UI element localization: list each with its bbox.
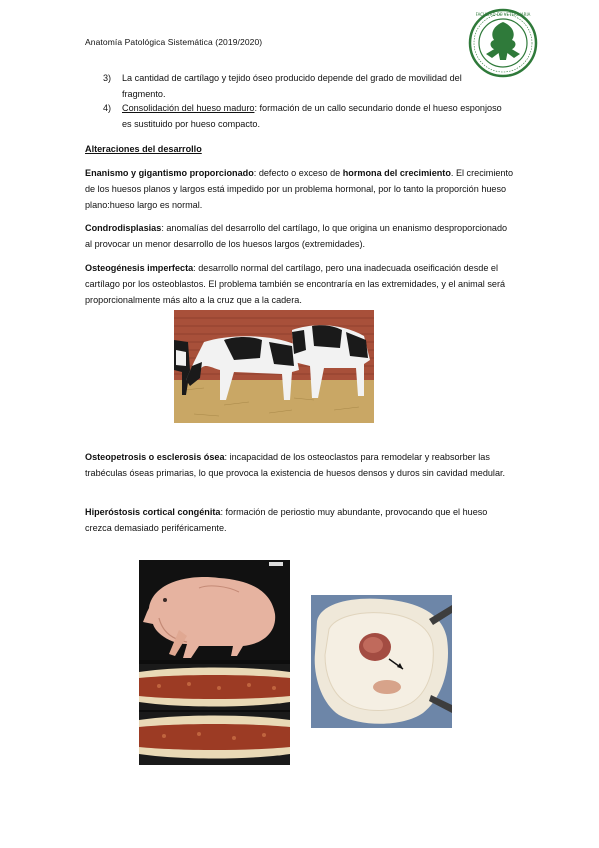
page-header: Anatomía Patológica Sistemática (2019/2020) <box>85 37 263 47</box>
list-number: 4) <box>103 103 112 113</box>
paragraph-hiperostosis: Hiperóstosis cortical congénita: formación de periostio muy abundante, provocando que el hueso crezca demasiado periféricamente. <box>85 507 488 533</box>
paragraph-osteopetrosis: Osteopetrosis o esclerosis ósea: incapacidad de los osteoclastos para remodelar y reabsorber las trabéculas óseas primarias, lo que provoca la existencia de huesos densos y duros sin cavidad medular. <box>85 452 506 478</box>
university-seal-logo <box>468 8 538 78</box>
list-text: Consolidación del hueso maduro: formación de un callo secundario donde el hueso esponjoso es sustituido por hueso compacto. <box>122 103 502 129</box>
cows-photo <box>174 310 374 423</box>
bone-cross-section-photo <box>311 595 452 728</box>
list-number: 3) <box>103 73 112 83</box>
list-item-title: Consolidación del hueso maduro <box>122 103 255 113</box>
section-title: Alteraciones del desarrollo <box>85 144 202 154</box>
paragraph-enanismo: Enanismo y gigantismo proporcionado: defecto o exceso de hormona del crecimiento. El crecimiento de los huesos planos y largos está impedido por un problema hormonal, por lo tanto la proporción hueso plano:hueso largo es normal. <box>85 168 514 210</box>
paragraph-osteogenesis: Osteogénesis imperfecta: desarrollo normal del cartílago, pero una inadecuada oseificación desde el cartílago por los osteoblastos. El problema también se encontraría en las extremidades, y el animal será proporcionalmente más alto a la cruz que a la cadera. <box>85 263 506 305</box>
piglet-bone-photo <box>139 560 290 765</box>
paragraph-condrodisplasias: Condrodisplasias: anomalías del desarrollo del cartílago, lo que origina un enanismo desproporcionado al provocar un menor desarrollo de los huesos largos (extremidades). <box>85 223 508 249</box>
list-text: La cantidad de cartílago y tejido óseo producido depende del grado de movilidad del fragmento. <box>122 73 462 99</box>
seal-text: FACULTAD DE VETERINARIA <box>475 12 531 17</box>
